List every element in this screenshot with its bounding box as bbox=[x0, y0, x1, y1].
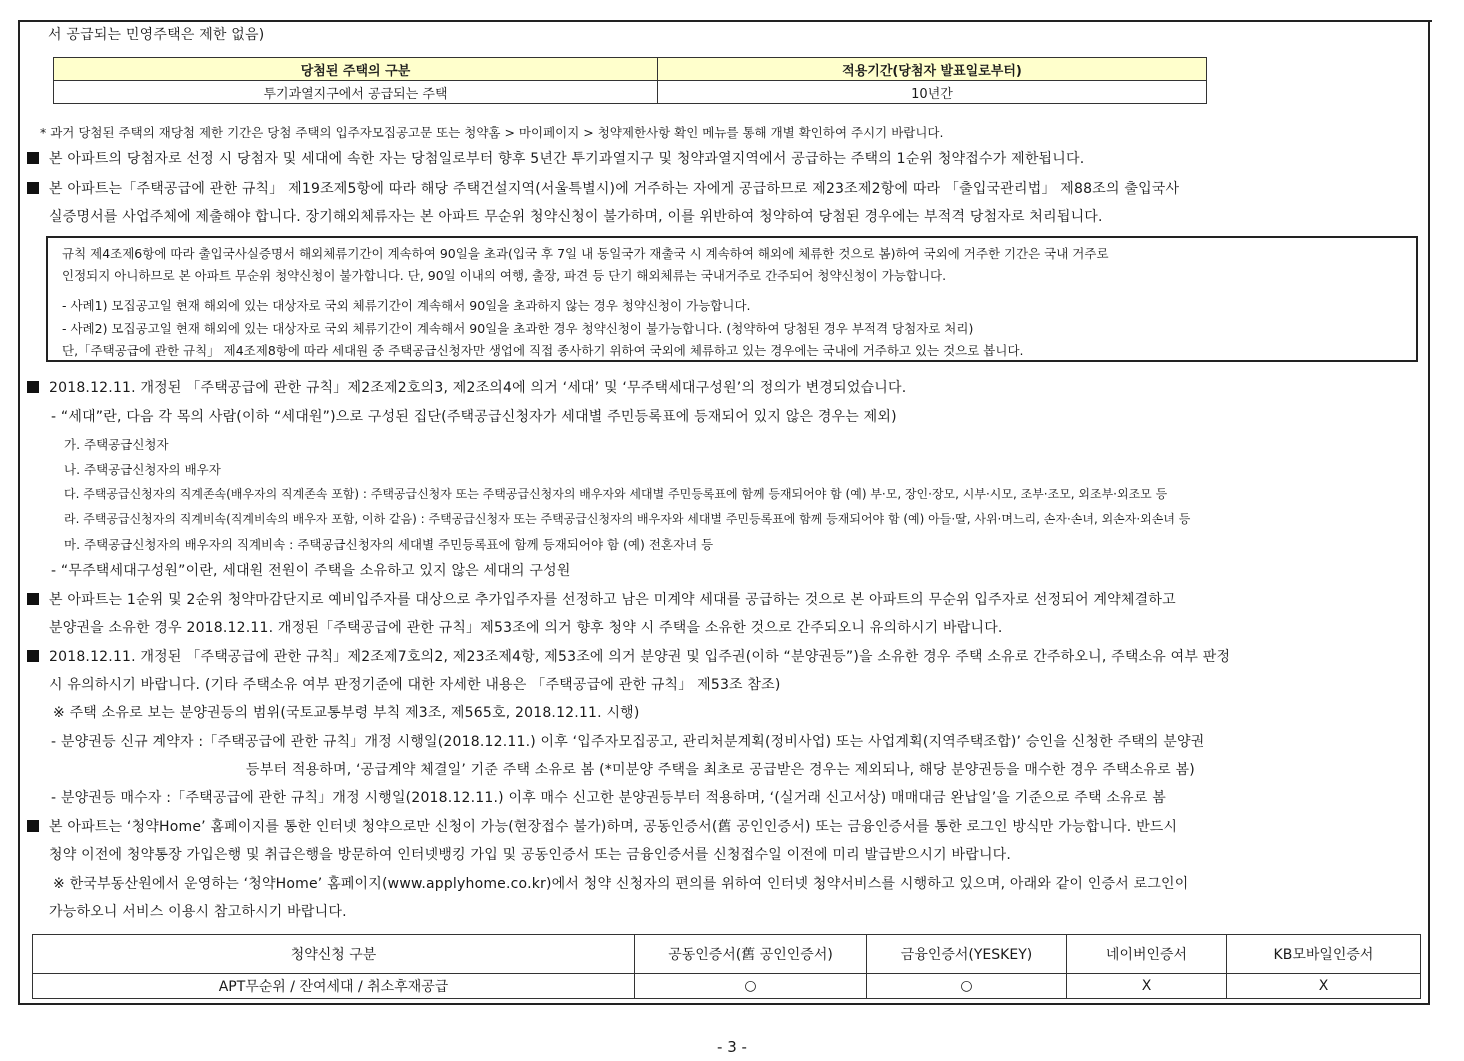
box-line-2: 인정되지 아니하므로 본 아파트 무순위 청약신청이 불가합니다. 단, 90일 이내의 여행, 출장, 파견 등 단기 해외체류는 국내거주로 간주되어 청약신청이 가능합니다. bbox=[62, 268, 947, 283]
item-na: 나. 주택공급신청자의 배우자 bbox=[64, 462, 221, 477]
bullet-6-text-1: 본 아파트는 ‘청약Home’ 홈페이지를 통한 인터넷 청약으로만 신청이 가능(현장접수 불가)하며, 공동인증서(舊 공인인증서) 또는 금융인증서를 통한 로그인 방식만 가능합니다. 반드시 bbox=[49, 819, 1178, 835]
bullet-2-text-1: 본 아파트는「주택공급에 관한 규칙」 제19조제5항에 따라 해당 주택건설지역(서울특별시)에 거주하는 자에게 공급하므로 제23조제2항에 따라 「출입국관리법」 제88조의 출입국사 bbox=[49, 181, 1180, 197]
box-line-1: 규칙 제4조제6항에 따라 출입국사실증명서 해외체류기간이 계속하여 90일을 초과(입국 후 7일 내 동일국가 재출국 시 계속하여 해외에 체류한 것으로 봄)하여 국외에 거주한 기간은 국내 거주로 bbox=[62, 246, 1109, 261]
new-contract-line-1: - 분양권등 신규 계약자 :「주택공급에 관한 규칙」개정 시행일(2018.12.11.) 이후 ‘입주자모집공고, 관리처분계획(정비사업) 또는 사업계획(지역주택조합)’ 승인을 신청한 주택의 분양권 bbox=[51, 734, 1205, 750]
bullet-3-text: 2018.12.11. 개정된 「주택공급에 관한 규칙」제2조제2호의3, 제2조의4에 의거 ‘세대’ 및 ‘무주택세대구성원’의 정의가 변경되었습니다. bbox=[49, 380, 907, 396]
bullet-square-icon bbox=[27, 152, 39, 164]
box-line-5: 단,「주택공급에 관한 규칙」 제4조제8항에 따라 세대원 중 주택공급신청자만 생업에 직접 종사하기 위하여 국외에 체류하고 있는 경우에는 국내에 거주하고 있는 것으로 봅니다. bbox=[62, 343, 1024, 358]
restriction-header-period: 적용기간(당첨자 발표일로부터) bbox=[658, 58, 1207, 81]
bullet-3 bbox=[27, 377, 906, 397]
new-contract-line-2: 등부터 적용하며, ‘공급계약 체결일’ 기준 주택 소유로 봄 (*미분양 주택을 최초로 공급받은 경우는 제외되나, 해당 분양권등을 매수한 경우 주택소유로 봄) bbox=[246, 762, 1195, 778]
bullet-6-text-2: 청약 이전에 청약통장 가입은행 및 취급은행을 방문하여 인터넷뱅킹 가입 및 공동인증서 또는 금융인증서를 신청접수일 이전에 미리 발급받으시기 바랍니다. bbox=[49, 847, 1012, 863]
cert-header-naver: 네이버인증서 bbox=[1067, 935, 1227, 974]
bullet-5 bbox=[27, 646, 1230, 666]
bullet-6 bbox=[27, 816, 1177, 836]
item-ga: 가. 주택공급신청자 bbox=[64, 437, 169, 452]
bullet-square-icon bbox=[27, 381, 39, 393]
restriction-cell-period: 10년간 bbox=[658, 81, 1207, 104]
cert-row-label: APT무순위 / 잔여세대 / 취소후재공급 bbox=[33, 974, 635, 999]
restriction-cell-type: 투기과열지구에서 공급되는 주택 bbox=[54, 81, 658, 104]
cert-header-type: 청약신청 구분 bbox=[33, 935, 635, 974]
note-star: * 과거 당첨된 주택의 재당첨 제한 기간은 당첨 주택의 입주자모집공고문 또는 청약홈 > 마이페이지 > 청약제한사항 확인 메뉴를 통해 개별 확인하여 주시기 바랍니다. bbox=[40, 125, 944, 140]
bullet-square-icon bbox=[27, 182, 39, 194]
item-ra: 라. 주택공급신청자의 직계비속(직계비속의 배우자 포함, 이하 같음) : 주택공급신청자 또는 주택공급신청자의 배우자와 세대별 주민등록표에 함께 등재되어야 함 (예) 아들·딸, 사위·며느리, 손자·손녀, 외손자·외손녀 등 bbox=[64, 512, 1191, 526]
bullet-5-text-1: 2018.12.11. 개정된 「주택공급에 관한 규칙」제2조제7호의2, 제23조제4항, 제53조에 의거 분양권 및 입주권(이하 “분양권등”)을 소유한 경우 주택 소유로 간주하오니, 주택소유 여부 판정 bbox=[49, 649, 1231, 665]
note-2-line-1: ※ 한국부동산원에서 운영하는 ‘청약Home’ 홈페이지(www.applyhome.co.kr)에서 청약 신청자의 편의를 위하여 인터넷 청약서비스를 시행하고 있으며, 아래와 같이 인증서 로그인이 bbox=[53, 876, 1189, 892]
bullet-5-text-2: 시 유의하시기 바랍니다. (기타 주택소유 여부 판정기준에 대한 자세한 내용은 「주택공급에 관한 규칙」 제53조 참조) bbox=[49, 677, 781, 693]
reference-note: ※ 주택 소유로 보는 분양권등의 범위(국토교통부령 부칙 제3조, 제565호, 2018.12.11. 시행) bbox=[53, 705, 640, 721]
bullet-4-text-2: 분양권을 소유한 경우 2018.12.11. 개정된「주택공급에 관한 규칙」제53조에 의거 향후 청약 시 주택을 소유한 것으로 간주되오니 유의하시기 바랍니다. bbox=[49, 620, 1003, 636]
item-ma: 마. 주택공급신청자의 배우자의 직계비속 : 주택공급신청자의 세대별 주민등록표에 함께 등재되어야 함 (예) 전혼자녀 등 bbox=[64, 537, 714, 552]
buyer-line: - 분양권등 매수자 :「주택공급에 관한 규칙」개정 시행일(2018.12.11.) 이후 매수 신고한 분양권등부터 적용하며, ‘(실거래 신고서상) 매매대금 완납일’을 기준으로 주택 소유로 봄 bbox=[51, 790, 1166, 806]
bullet-4-text-1: 본 아파트는 1순위 및 2순위 청약마감단지로 예비입주자를 대상으로 추가입주자를 선정하고 남은 미계약 세대를 공급하는 것으로 본 아파트의 무순위 입주자로 선정되어 계약체결하고 bbox=[49, 592, 1176, 608]
cert-mark-naver: X bbox=[1067, 974, 1227, 999]
cert-header-joint: 공동인증서(舊 공인인증서) bbox=[635, 935, 867, 974]
cert-mark-joint: ○ bbox=[635, 974, 867, 999]
bullet-1-text: 본 아파트의 당첨자로 선정 시 당첨자 및 세대에 속한 자는 당첨일로부터 향후 5년간 투기과열지구 및 청약과열지역에서 공급하는 주택의 1순위 청약접수가 제한됩니다. bbox=[49, 151, 1085, 167]
cert-mark-financial: ○ bbox=[867, 974, 1067, 999]
item-da: 다. 주택공급신청자의 직계존속(배우자의 직계존속 포함) : 주택공급신청자 또는 주택공급신청자의 배우자와 세대별 주민등록표에 함께 등재되어야 함 (예) 부·모, 장인·장모, 시부·시모, 조부·조모, 외조부·외조모 등 bbox=[64, 487, 1168, 501]
bullet-square-icon bbox=[27, 650, 39, 662]
top-line: 서 공급되는 민영주택은 제한 없음) bbox=[48, 27, 265, 43]
bullet-1 bbox=[27, 148, 1084, 168]
no-house-definition: - “무주택세대구성원”이란, 세대원 전원이 주택을 소유하고 있지 않은 세대의 구성원 bbox=[51, 563, 571, 579]
bullet-square-icon bbox=[27, 820, 39, 832]
certificate-table bbox=[32, 934, 1421, 999]
household-definition: - “세대”란, 다음 각 목의 사람(이하 “세대원”)으로 구성된 집단(주택공급신청자가 세대별 주민등록표에 등재되어 있지 않은 경우는 제외) bbox=[51, 409, 897, 425]
note-2-line-2: 가능하오니 서비스 이용시 참고하시기 바랍니다. bbox=[49, 904, 347, 920]
cert-header-financial: 금융인증서(YESKEY) bbox=[867, 935, 1067, 974]
cert-header-kb: KB모바일인증서 bbox=[1227, 935, 1421, 974]
box-case-1: - 사례1) 모집공고일 현재 해외에 있는 대상자로 국외 체류기간이 계속해서 90일을 초과하지 않는 경우 청약신청이 가능합니다. bbox=[62, 298, 751, 313]
restriction-table bbox=[53, 57, 1207, 104]
page-number: - 3 - bbox=[717, 1038, 747, 1056]
cert-mark-kb: X bbox=[1227, 974, 1421, 999]
restriction-header-type: 당첨된 주택의 구분 bbox=[54, 58, 658, 81]
bullet-2-text-2: 실증명서를 사업주체에 제출해야 합니다. 장기해외체류자는 본 아파트 무순위 청약신청이 불가하며, 이를 위반하여 청약하여 당첨된 경우에는 부적격 당첨자로 처리됩니다. bbox=[49, 209, 1103, 225]
bullet-2 bbox=[27, 178, 1179, 198]
bullet-square-icon bbox=[27, 593, 39, 605]
bullet-4 bbox=[27, 589, 1176, 609]
box-case-2: - 사례2) 모집공고일 현재 해외에 있는 대상자로 국외 체류기간이 계속해서 90일을 초과한 경우 청약신청이 불가능합니다. (청약하여 당첨된 경우 부적격 당첨자로 처리) bbox=[62, 321, 974, 336]
